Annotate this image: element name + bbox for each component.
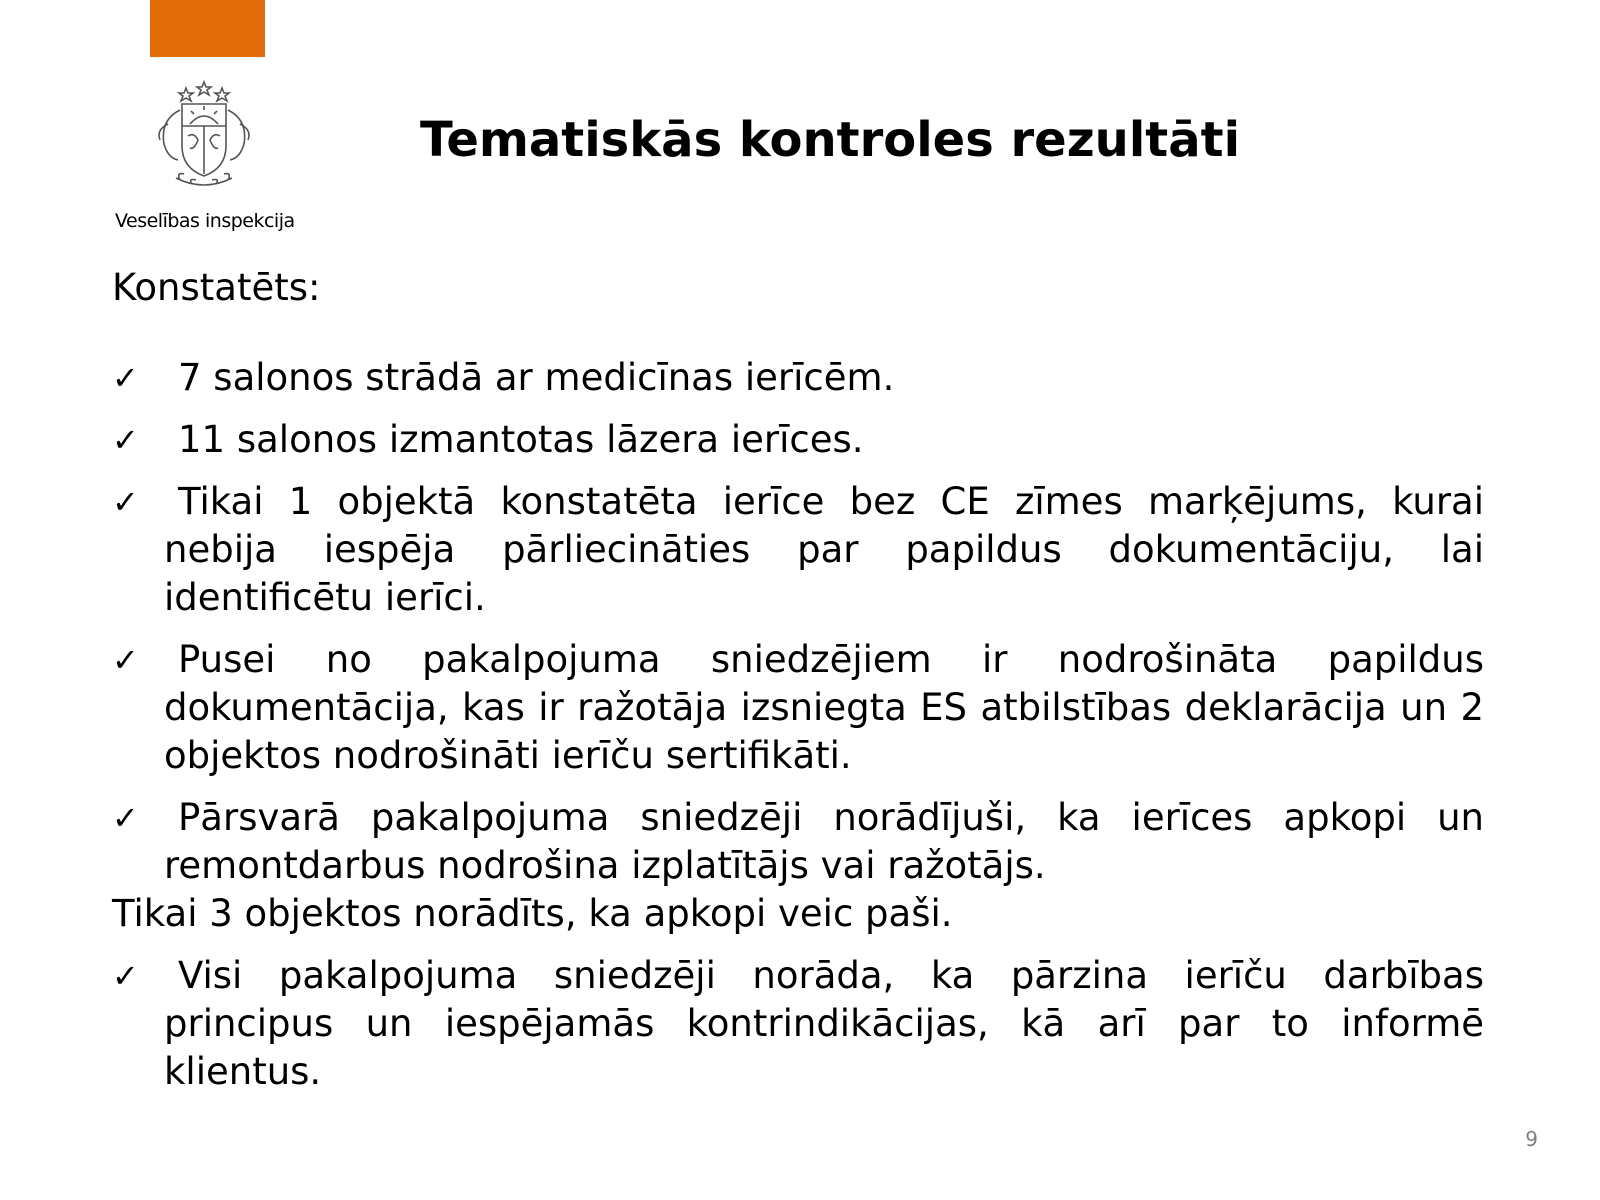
list-item-text: Tikai 1 objektā konstatēta ierīce bez CE zīmes marķējums, kurai nebija iespēja pārliecināties par papildus dokumentāciju, lai identificētu ierīci.: [164, 480, 1484, 619]
checkmark-icon: ✓: [112, 483, 139, 521]
list-item-text: 11 salonos izmantotas lāzera ierīces.: [178, 418, 864, 461]
list-item: [112, 636, 1484, 780]
checkmark-icon: ✓: [112, 957, 139, 995]
list-item: [112, 794, 1484, 890]
list-item-text: Pusei no pakalpojuma sniedzējiem ir nodrošināta papildus dokumentācija, kas ir ražotāja izsniegta ES atbilstības deklarācija un 2 objektos nodrošināti ierīču sertifikāti.: [164, 638, 1484, 777]
list-item-text: 7 salonos strādā ar medicīnas ierīcēm.: [178, 356, 895, 399]
list-item: [112, 478, 1484, 622]
list-item: [112, 354, 1484, 402]
findings-list: [112, 354, 1484, 1110]
accent-block: [150, 0, 265, 57]
intro-label: Konstatēts:: [112, 266, 321, 309]
list-item-text: Pārsvarā pakalpojuma sniedzēji norādījuši, ka ierīces apkopi un remontdarbus nodrošina izplatītājs vai ražotājs.: [164, 796, 1484, 887]
page-number: 9: [1525, 1127, 1538, 1151]
list-item: [112, 952, 1484, 1096]
list-item: [112, 416, 1484, 464]
logo: [110, 80, 310, 240]
list-item-text: Visi pakalpojuma sniedzēji norāda, ka pārzina ierīču darbības principus un iespējamās kontrindikācijas, kā arī par to informē klientus.: [164, 954, 1484, 1093]
plain-note: Tikai 3 objektos norādīts, ka apkopi veic paši.: [112, 892, 953, 935]
checkmark-icon: ✓: [112, 421, 139, 459]
logo-caption: Veselības inspekcija: [115, 210, 295, 232]
coat-of-arms-icon: [146, 80, 262, 196]
page-title: Tematiskās kontroles rezultāti: [419, 112, 1241, 168]
checkmark-icon: ✓: [112, 799, 139, 837]
checkmark-icon: ✓: [112, 641, 139, 679]
checkmark-icon: ✓: [112, 359, 139, 397]
